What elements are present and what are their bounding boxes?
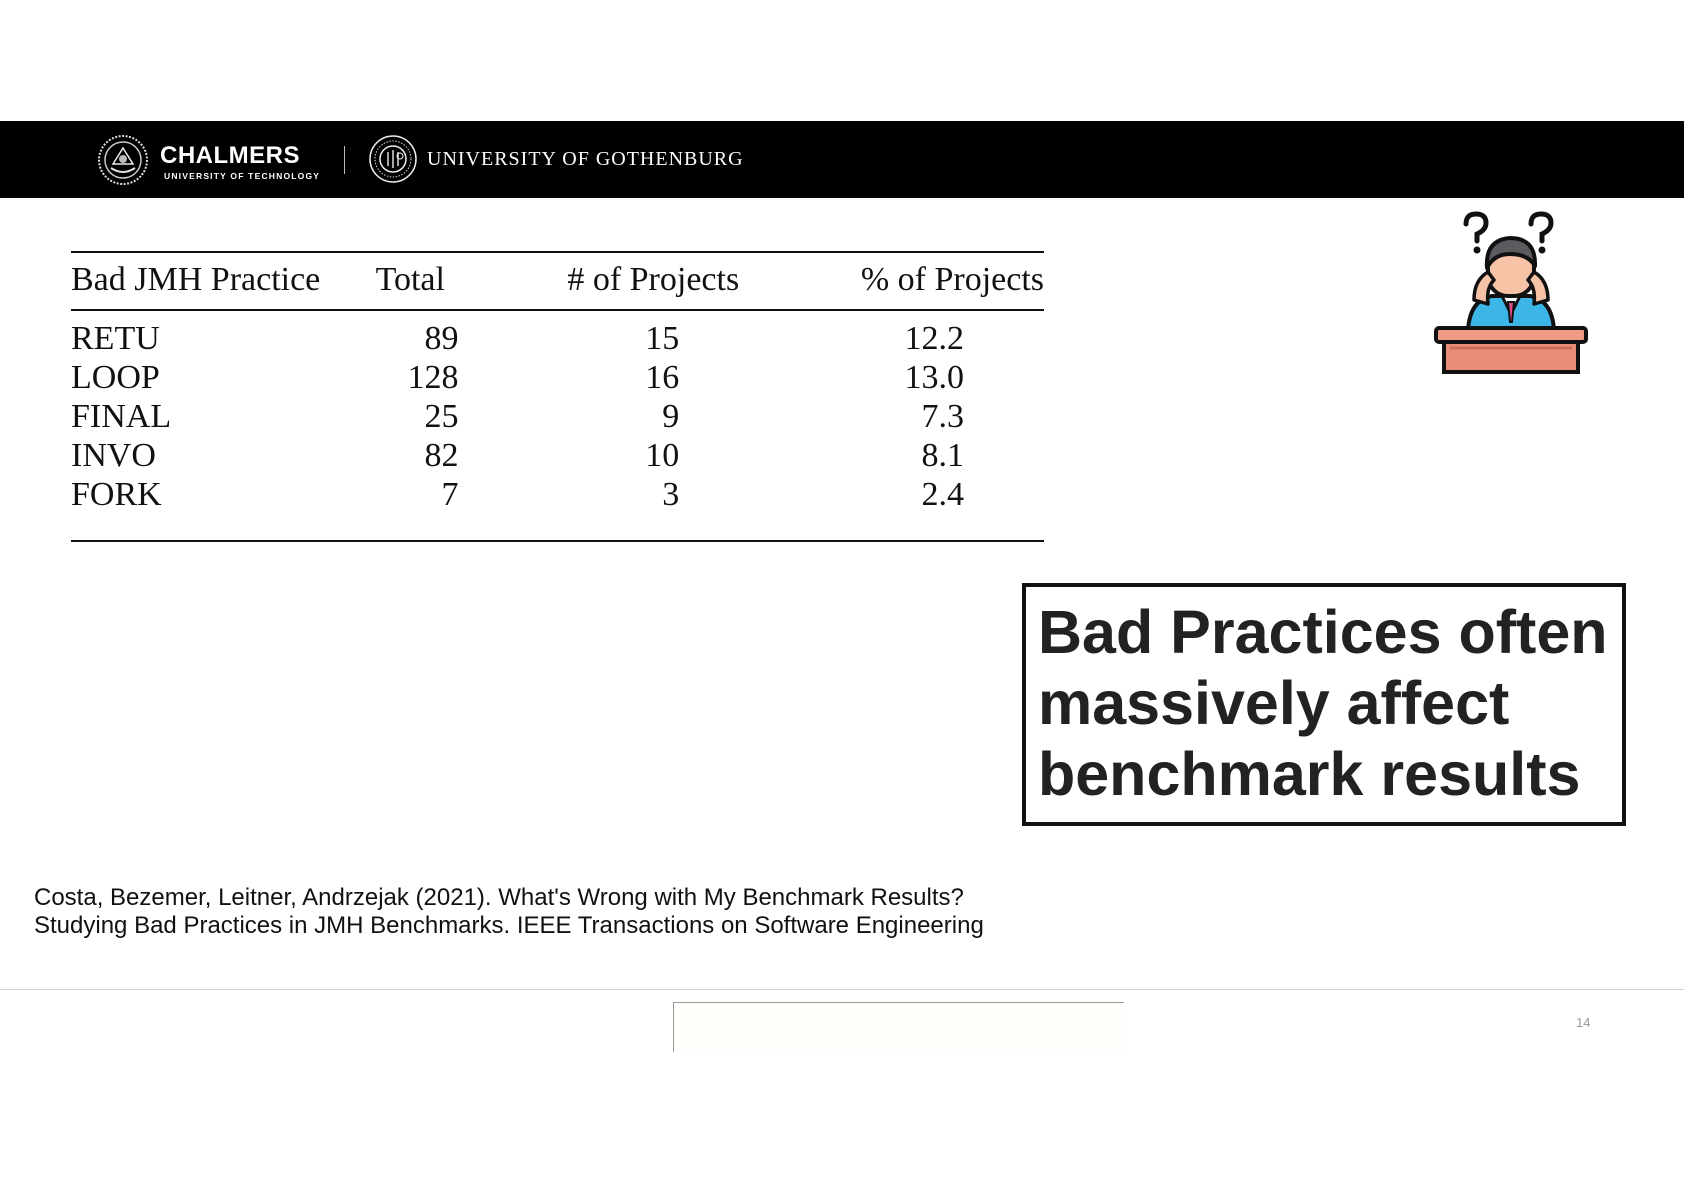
cell-total: 7 — [441, 476, 459, 513]
citation — [34, 884, 1074, 940]
table-header-row — [71, 252, 1044, 310]
header-divider — [344, 146, 345, 174]
callout-text — [1038, 597, 1614, 810]
cell-practice: LOOP — [71, 359, 160, 396]
header-num-projects: # of Projects — [567, 261, 740, 298]
cell-total: 128 — [407, 359, 459, 396]
cell-total: 25 — [424, 398, 459, 435]
cell-pct-projects: 2.4 — [921, 476, 964, 513]
callout-line: massively affect — [1038, 669, 1510, 737]
callout-box — [1022, 583, 1626, 826]
header-pct-projects: % of Projects — [860, 261, 1044, 298]
citation-line: Studying Bad Practices in JMH Benchmarks. IEEE Transactions on Software Engineering — [34, 912, 984, 939]
table-row — [71, 397, 1044, 436]
table-row — [71, 310, 1044, 358]
callout-line: benchmark results — [1038, 740, 1581, 808]
table-row — [71, 436, 1044, 475]
page-number: 14 — [1576, 1015, 1591, 1030]
cell-num-projects: 9 — [662, 398, 680, 435]
cell-num-projects: 15 — [645, 320, 680, 357]
cell-pct-projects: 7.3 — [921, 398, 964, 435]
cell-num-projects: 3 — [662, 476, 680, 513]
footer-box — [673, 1002, 1124, 1052]
header-practice: Bad JMH Practice — [71, 261, 321, 298]
table-row — [71, 358, 1044, 397]
citation-line: Costa, Bezemer, Leitner, Andrzejak (2021). What's Wrong with My Benchmark Results? — [34, 884, 964, 911]
cell-num-projects: 10 — [645, 437, 680, 474]
gothenburg-seal-icon — [368, 134, 418, 184]
cell-practice: INVO — [71, 437, 156, 474]
header-total: Total — [375, 261, 445, 298]
cell-total: 82 — [424, 437, 459, 474]
chalmers-subtitle: UNIVERSITY OF TECHNOLOGY — [164, 171, 321, 181]
confused-person-at-desk-icon — [1430, 210, 1592, 376]
chalmers-name: CHALMERS — [160, 142, 300, 169]
bad-practices-table — [71, 251, 1044, 542]
cell-pct-projects: 12.2 — [904, 320, 964, 357]
gothenburg-name: UNIVERSITY OF GOTHENBURG — [427, 148, 744, 170]
cell-practice: FORK — [71, 476, 162, 513]
header-bar — [0, 121, 1684, 198]
cell-pct-projects: 8.1 — [921, 437, 964, 474]
cell-total: 89 — [424, 320, 459, 357]
callout-line: Bad Practices often — [1038, 598, 1608, 666]
cell-pct-projects: 13.0 — [904, 359, 964, 396]
cell-num-projects: 16 — [645, 359, 680, 396]
footer-divider — [0, 989, 1684, 990]
cell-practice: RETU — [71, 320, 160, 357]
table-row — [71, 475, 1044, 541]
cell-practice: FINAL — [71, 398, 172, 435]
chalmers-seal-icon — [97, 134, 149, 186]
